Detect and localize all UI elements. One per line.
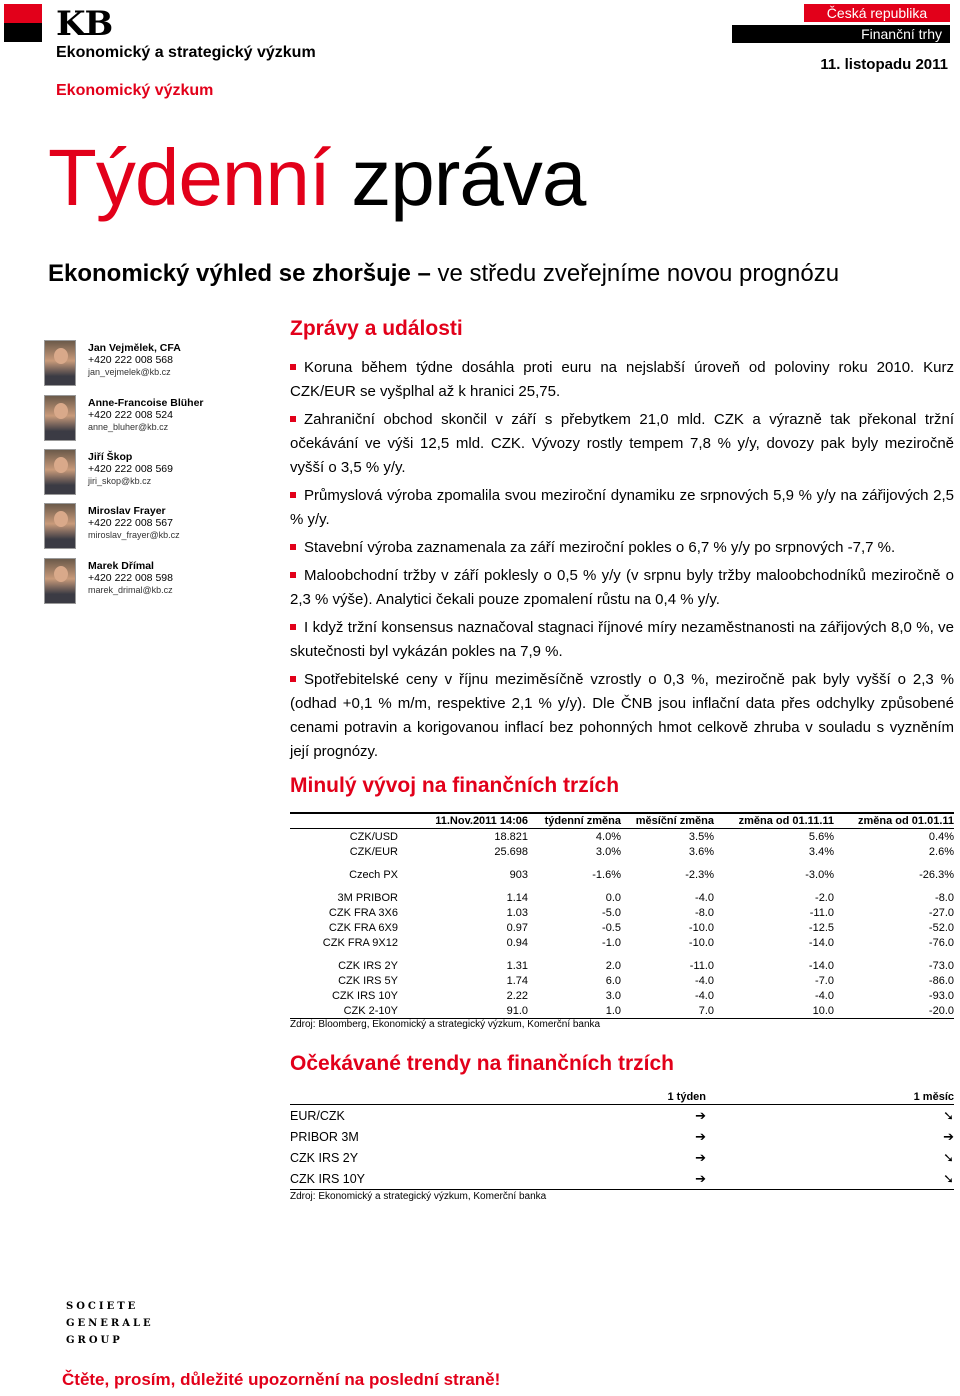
- subtitle-dash: –: [410, 260, 438, 287]
- table-row: CZK IRS 10Y 2.22 3.0 -4.0 -4.0 -93.0: [331, 989, 954, 1002]
- table-spacer: [290, 950, 954, 958]
- contact-email[interactable]: miroslav_frayer@kb.cz: [88, 530, 180, 540]
- trend-arrow-icon: ➔: [695, 1149, 706, 1165]
- table-row: EUR/CZK ➔ ➘: [290, 1105, 954, 1127]
- table-row: CZK IRS 5Y 1.74 6.0 -4.0 -7.0 -86.0: [338, 974, 954, 987]
- kb-logo-text: KB: [56, 4, 113, 44]
- contact-name: Marek Dřímal: [88, 560, 154, 572]
- contact-email[interactable]: anne_bluher@kb.cz: [88, 422, 169, 432]
- contact-name: Jan Vejmělek, CFA: [88, 342, 181, 354]
- table-row: CZK IRS 2Y ➔ ➘: [290, 1147, 954, 1168]
- trend-arrow-icon: ➘: [943, 1149, 954, 1165]
- contact-photo: [44, 340, 76, 386]
- trend-arrow-icon: ➘: [706, 1168, 954, 1190]
- news-item: Koruna během týdne dosáhla proti euru na nejslabší úroveň od poloviny roku 2010. Kurz CZK/EUR se vyšplhal až k hranici 25,75.: [290, 359, 954, 400]
- country-badge: Česká republika: [804, 4, 950, 22]
- trend-arrow-icon: ➔: [695, 1107, 706, 1123]
- column-header: 1 měsíc: [706, 1089, 954, 1105]
- contact-email[interactable]: jiri_skop@kb.cz: [88, 476, 152, 486]
- column-header: týdenní změna: [528, 813, 621, 829]
- bullet-icon: [290, 676, 296, 682]
- contact-photo: [44, 449, 76, 495]
- contact-email[interactable]: marek_drimal@kb.cz: [88, 585, 173, 595]
- news-list: [290, 356, 954, 768]
- contact-photo: [44, 395, 76, 441]
- bullet-icon: [290, 492, 296, 498]
- table-spacer: [290, 882, 954, 890]
- table-header-row: [290, 813, 954, 829]
- contact-phone: +420 222 008 598: [88, 572, 173, 584]
- contact-phone: +420 222 008 569: [88, 463, 173, 475]
- column-header: [290, 1089, 590, 1105]
- subtitle-rest: ve středu zveřejníme novou prognózu: [437, 260, 840, 287]
- contact-card: [44, 503, 244, 551]
- trend-arrow-icon: ➔: [943, 1128, 954, 1144]
- bullet-icon: [290, 544, 296, 550]
- market-badge: Finanční trhy: [732, 25, 950, 43]
- contact-phone: +420 222 008 568: [88, 354, 173, 366]
- table-row: CZK IRS 2Y 1.31 2.0 -11.0 -14.0 -73.0: [338, 959, 954, 972]
- contact-email[interactable]: jan_vejmelek@kb.cz: [88, 367, 171, 377]
- news-item: Maloobchodní tržby v září poklesly o 0,5 % y/y (v srpnu byly tržby maloobchodníků meziročně o 2,3 % výše). Analytici čekali pouze zpomalení růstu na 0,4 % y/y.: [290, 567, 954, 608]
- table-row: CZK FRA 9X12 0.94 -1.0 -10.0 -14.0 -76.0: [322, 936, 954, 949]
- kb-logo-mark: [4, 4, 42, 42]
- contact-phone: +420 222 008 567: [88, 517, 173, 529]
- societe-generale-logo: SOCIETE GENERALE GROUP: [66, 1301, 154, 1346]
- disclaimer-note: Čtěte, prosím, důležité upozornění na poslední straně!: [62, 1370, 501, 1389]
- contact-phone: +420 222 008 524: [88, 409, 173, 421]
- trend-arrow-icon: ➔: [590, 1168, 706, 1190]
- report-title: [48, 130, 585, 226]
- subdepartment-label: Ekonomický výzkum: [56, 82, 214, 99]
- news-item: Spotřebitelské ceny v říjnu meziměsíčně vzrostly o 0,3 %, meziročně pak byly vyšší o 2,3 % (odhad +0,1 % m/m, respektive 2,1 % y/y). Dle ČNB jsou inflační data přes odchylky způsobené cenami potravin a korigovanou inflací bez pohonných hmot celkově zhruba v souladu s vyzněním její prognózy.: [290, 671, 954, 760]
- contact-card: [44, 558, 244, 606]
- contact-card: [44, 449, 244, 497]
- table-spacer: [290, 859, 954, 867]
- markets-heading: Minulý vývoj na finančních trzích: [290, 774, 620, 797]
- table-row: CZK IRS 10Y ➔ ➘: [290, 1168, 954, 1190]
- report-subtitle: [48, 260, 839, 288]
- trends-heading: Očekávané trendy na finančních trzích: [290, 1052, 674, 1075]
- table-row: Czech PX 903 -1.6% -2.3% -3.0% -26.3%: [349, 868, 954, 881]
- table-row: 3M PRIBOR 1.14 0.0 -4.0 -2.0 -8.0: [337, 891, 954, 904]
- news-heading: Zprávy a události: [290, 317, 463, 340]
- subtitle-bold: Ekonomický výhled se zhoršuje: [48, 260, 411, 287]
- bullet-icon: [290, 572, 296, 578]
- report-date: 11. listopadu 2011: [820, 56, 948, 73]
- table-row: CZK/EUR 25.698 3.0% 3.6% 3.4% 2.6%: [349, 845, 954, 858]
- bullet-icon: [290, 416, 296, 422]
- table-header-row: [290, 1089, 954, 1105]
- column-header: [290, 813, 398, 829]
- trend-arrow-icon: ➘: [943, 1107, 954, 1123]
- markets-source: Zdroj: Bloomberg, Ekonomický a strategický výzkum, Komerční banka: [290, 1019, 601, 1030]
- department-label: Ekonomický a strategický výzkum: [56, 44, 316, 61]
- news-item: Zahraniční obchod skončil v září s přebytkem 21,0 mld. CZK a výrazně tak překonal tržní očekávání ve výši 12,5 mld. CZK. Vývozy rostly tempem 7,8 % y/y, dovozy pak byly meziročně vyšší o 3,5 % y/y.: [290, 411, 954, 476]
- contact-photo: [44, 503, 76, 549]
- report-title-part2: zpráva: [351, 133, 586, 222]
- column-header: 1 týden: [590, 1089, 706, 1105]
- table-row: CZK FRA 6X9 0.97 -0.5 -10.0 -12.5 -52.0: [328, 921, 954, 934]
- table-row: PRIBOR 3M ➔ ➔: [290, 1126, 954, 1147]
- column-header: změna od 01.01.11: [834, 813, 954, 829]
- news-item: Průmyslová výroba zpomalila svou meziroční dynamiku ze srpnových 5,9 % y/y na zářijových 2,5 % y/y.: [290, 487, 954, 528]
- bullet-icon: [290, 624, 296, 630]
- table-row: CZK FRA 3X6 1.03 -5.0 -8.0 -11.0 -27.0: [328, 906, 954, 919]
- contact-name: Anne-Francoise Blüher: [88, 397, 204, 409]
- news-item: I když tržní konsensus naznačoval stagnaci říjnové míry nezaměstnanosti na zářijových 8,0 %, ve skutečnosti byl vykázán pokles na 7,9 %.: [290, 619, 954, 660]
- contact-name: Jiří Škop: [88, 451, 133, 463]
- news-item: Stavební výroba zaznamenala za září meziroční pokles o 6,7 % y/y po srpnových -7,7 %.: [290, 536, 954, 560]
- bullet-icon: [290, 364, 296, 370]
- report-title-part1: Týdenní: [48, 133, 331, 222]
- contact-name: Miroslav Frayer: [88, 505, 166, 517]
- column-header: měsíční změna: [621, 813, 714, 829]
- column-header: změna od 01.11.11: [714, 813, 834, 829]
- table-row: CZK/USD 18.821 4.0% 3.5% 5.6% 0.4%: [349, 830, 954, 843]
- column-header: 11.Nov.2011 14:06: [398, 813, 528, 829]
- markets-table: [290, 812, 954, 1019]
- contact-photo: [44, 558, 76, 604]
- trends-source: Zdroj: Ekonomický a strategický výzkum, Komerční banka: [290, 1191, 547, 1202]
- contact-card: [44, 395, 244, 443]
- table-row: CZK 2-10Y 91.0 1.0 7.0 10.0 -20.0: [290, 1003, 954, 1019]
- trend-arrow-icon: ➔: [695, 1128, 706, 1144]
- contact-card: [44, 340, 244, 388]
- trends-table: [290, 1089, 954, 1190]
